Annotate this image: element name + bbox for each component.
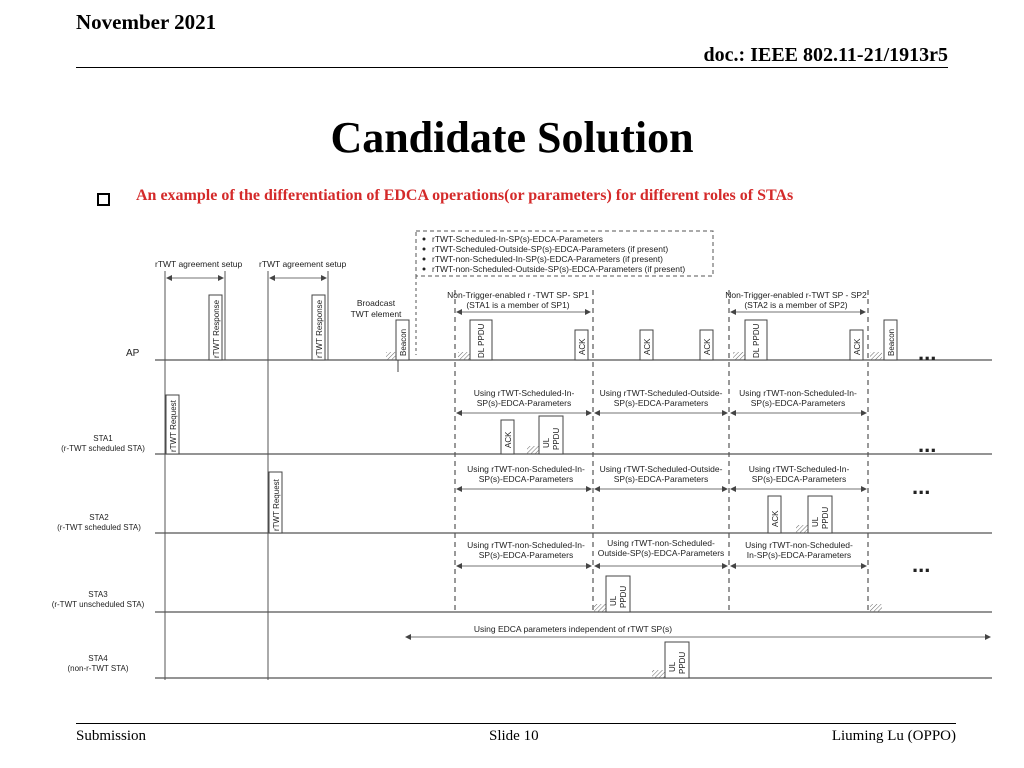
sta1-param-outside: SP(s)-EDCA-Parameters [613,398,709,408]
sta1-param-outside: Using rTWT-Scheduled-Outside- [599,388,723,398]
sta3-param-sp1: SP(s)-EDCA-Parameters [478,550,574,560]
frame-ul-ppdu-sta2 [808,496,832,533]
sta1-param-sp1: Using rTWT-Scheduled-In- [473,388,575,398]
ellipsis-sta1: ... [918,432,937,457]
header-doc-id: doc.: IEEE 802.11-21/1913r5 [703,44,948,66]
svg-text:PPDU: PPDU [678,651,687,674]
ellipsis-sta2: ... [912,474,931,499]
svg-text:UL: UL [668,661,677,672]
header-date: November 2021 [76,10,217,34]
param-list-box [416,231,713,276]
footer-author: Liuming Lu (OPPO) [831,728,956,744]
svg-text:DL PPDU: DL PPDU [477,323,486,358]
frame-rtwt-response-1 [209,295,222,360]
svg-text:ACK: ACK [578,338,587,355]
sta1-param-sp2: Using rTWT-non-Scheduled-In- [739,388,857,398]
sta2-param-sp1: SP(s)-EDCA-Parameters [478,474,574,484]
svg-text:rTWT Response: rTWT Response [212,299,221,358]
svg-text:ACK: ACK [771,510,780,527]
svg-text:DL PPDU: DL PPDU [752,323,761,358]
svg-text:ACK: ACK [853,338,862,355]
sta3-param-outside: Outside-SP(s)-EDCA-Parameters [597,548,725,558]
frame-rtwt-request-sta2 [269,472,282,533]
param-list-item: rTWT-Scheduled-In-SP(s)-EDCA-Parameters [432,234,603,244]
footer-slide-number: Slide 10 [489,728,539,744]
frame-ul-ppdu-sta3 [606,576,630,612]
frame-ack-sta1 [501,420,514,454]
svg-text:UL: UL [609,595,618,606]
frame-rtwt-request-sta1 [166,395,179,454]
row-label-sta1: STA1 [93,434,113,443]
svg-text:rTWT Request: rTWT Request [169,400,178,452]
frame-rtwt-response-2 [312,295,325,360]
sta2-param-sp1: Using rTWT-non-Scheduled-In- [467,464,585,474]
broadcast-label: TWT element [350,309,402,319]
sta2-param-outside: Using rTWT-Scheduled-Outside- [599,464,723,474]
svg-text:PPDU: PPDU [552,427,561,450]
svg-text:UL: UL [542,437,551,448]
frame-beacon-2 [884,320,897,360]
sta4-param: Using EDCA parameters independent of rTWT SP(s) [473,624,673,634]
param-list-item: rTWT-non-Scheduled-In-SP(s)-EDCA-Parameters (if present) [432,254,663,264]
sta3-param-outside: Using rTWT-non-Scheduled- [607,538,715,548]
row-label-ap: AP [126,348,140,359]
frame-ack-sta2 [768,496,781,533]
sta2-param-sp2: Using rTWT-Scheduled-In- [748,464,850,474]
footer-submission: Submission [76,728,147,744]
svg-text:Beacon: Beacon [399,328,408,356]
sta3-param-sp2: In-SP(s)-EDCA-Parameters [746,550,852,560]
sta2-param-sp2: SP(s)-EDCA-Parameters [751,474,847,484]
frame-ack-ap-4 [850,330,863,360]
frame-ack-ap-3 [700,330,713,360]
svg-text:PPDU: PPDU [619,585,628,608]
setup-label-1: rTWT agreement setup [155,259,243,269]
frame-ul-ppdu-sta4 [665,642,689,678]
frame-ack-ap-2 [640,330,653,360]
bullet-text: An example of the differentiation of EDCA operations(or parameters) for different roles of STAs [136,187,794,204]
sta1-param-sp2: SP(s)-EDCA-Parameters [750,398,846,408]
ellipsis-sta3: ... [912,552,931,577]
row-label-sta3-role: (r-TWT unscheduled STA) [51,600,145,609]
setup-label-2: rTWT agreement setup [259,259,347,269]
sp1-title: (STA1 is a member of SP1) [466,300,570,310]
sp2-title: Non-Trigger-enabled r-TWT SP - SP2 [725,290,867,300]
row-label-sta2: STA2 [89,513,109,522]
frame-ul-ppdu-sta1 [539,416,563,454]
svg-text:ACK: ACK [643,338,652,355]
sp1-title: Non-Trigger-enabled r -TWT SP- SP1 [447,290,589,300]
sta1-param-sp1: SP(s)-EDCA-Parameters [476,398,572,408]
svg-text:ACK: ACK [703,338,712,355]
sta3-param-sp1: Using rTWT-non-Scheduled-In- [467,540,585,550]
frame-beacon-1 [396,320,409,360]
sp2-title: (STA2 is a member of SP2) [744,300,848,310]
svg-text:ACK: ACK [504,431,513,448]
svg-text:rTWT Request: rTWT Request [272,479,281,531]
row-label-sta4: STA4 [88,654,108,663]
svg-text:rTWT Response: rTWT Response [315,299,324,358]
row-label-sta2-role: (r-TWT scheduled STA) [57,523,141,532]
ellipsis-ap: ... [918,340,937,365]
row-label-sta1-role: (r-TWT scheduled STA) [61,444,145,453]
frame-dl-ppdu-2 [745,320,767,360]
sta3-param-sp2: Using rTWT-non-Scheduled- [745,540,853,550]
frame-ack-ap-1 [575,330,588,360]
broadcast-label: Broadcast [356,298,396,308]
sta2-param-outside: SP(s)-EDCA-Parameters [613,474,709,484]
param-list-item: rTWT-non-Scheduled-Outside-SP(s)-EDCA-Parameters (if present) [432,264,686,274]
footer-rule [76,723,956,724]
frame-dl-ppdu-1 [470,320,492,360]
svg-text:Beacon: Beacon [887,328,896,356]
row-label-sta4-role: (non-r-TWT STA) [67,664,129,673]
param-list-item: rTWT-Scheduled-Outside-SP(s)-EDCA-Parameters (if present) [432,244,669,254]
row-label-sta3: STA3 [88,590,108,599]
slide-title: Candidate Solution [330,113,694,162]
svg-text:PPDU: PPDU [821,506,830,529]
svg-text:UL: UL [811,516,820,527]
